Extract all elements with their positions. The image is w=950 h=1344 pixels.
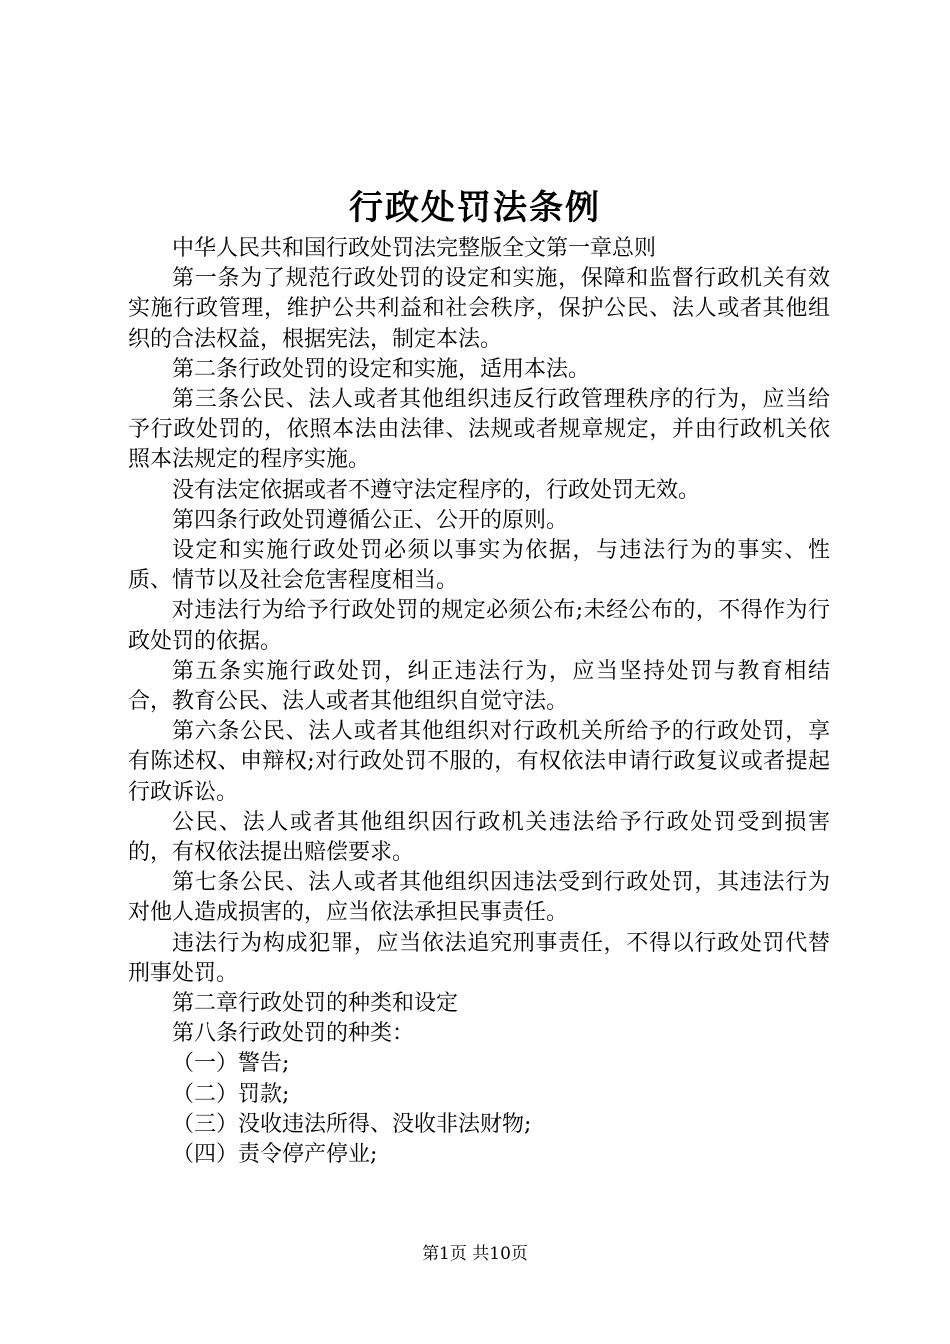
- page-footer: 第1页 共10页: [422, 1244, 528, 1264]
- paragraph: 设定和实施行政处罚必须以事实为依据，与违法行为的事实、性质、情节以及社会危害程度相当。: [128, 538, 830, 594]
- document-title: 行政处罚法条例: [349, 188, 601, 228]
- list-item: （四）责令停产停业;: [172, 1142, 378, 1168]
- paragraph: 违法行为构成犯罪，应当依法追究刑事责任，不得以行政处罚代替刑事处罚。: [128, 930, 830, 986]
- paragraph: 第七条公民、法人或者其他组织因违法受到行政处罚，其违法行为对他人造成损害的，应当依法承担民事责任。: [128, 870, 830, 926]
- list-item: （一）警告;: [172, 1051, 290, 1077]
- paragraph: 第五条实施行政处罚，纠正违法行为，应当坚持处罚与教育相结合，教育公民、法人或者其他组织自觉守法。: [128, 658, 830, 715]
- paragraph: 公民、法人或者其他组织因行政机关违法给予行政处罚受到损害的，有权依法提出赔偿要求。: [128, 809, 830, 866]
- paragraph: 第四条行政处罚遵循公正、公开的原则。: [172, 507, 569, 533]
- paragraph: 第三条公民、法人或者其他组织违反行政管理秩序的行为，应当给予行政处罚的，依照本法由法律、法规或者规章规定，并由行政机关依照本法规定的程序实施。: [128, 387, 830, 473]
- paragraph: 第二条行政处罚的设定和实施，适用本法。: [172, 356, 591, 382]
- chapter-heading: 第二章行政处罚的种类和设定: [172, 991, 459, 1017]
- paragraph: 没有法定依据或者不遵守法定程序的，行政处罚无效。: [172, 477, 701, 503]
- paragraph: 对违法行为给予行政处罚的规定必须公布;未经公布的，不得作为行政处罚的依据。: [128, 598, 830, 654]
- paragraph: 第一条为了规范行政处罚的设定和实施，保障和监督行政机关有效实施行政管理，维护公共利益和社会秩序，保护公民、法人或者其他组织的合法权益，根据宪法，制定本法。: [128, 266, 830, 352]
- list-item: （三）没收违法所得、没收非法财物;: [172, 1111, 532, 1137]
- document-body: [128, 234, 830, 1170]
- paragraph: 第六条公民、法人或者其他组织对行政机关所给予的行政处罚，享有陈述权、申辩权;对行政处罚不服的，有权依法申请行政复议或者提起行政诉讼。: [128, 719, 830, 805]
- paragraph: 中华人民共和国行政处罚法完整版全文第一章总则: [172, 236, 657, 261]
- list-item: （二）罚款;: [172, 1081, 290, 1107]
- paragraph: 第八条行政处罚的种类：: [172, 1021, 415, 1047]
